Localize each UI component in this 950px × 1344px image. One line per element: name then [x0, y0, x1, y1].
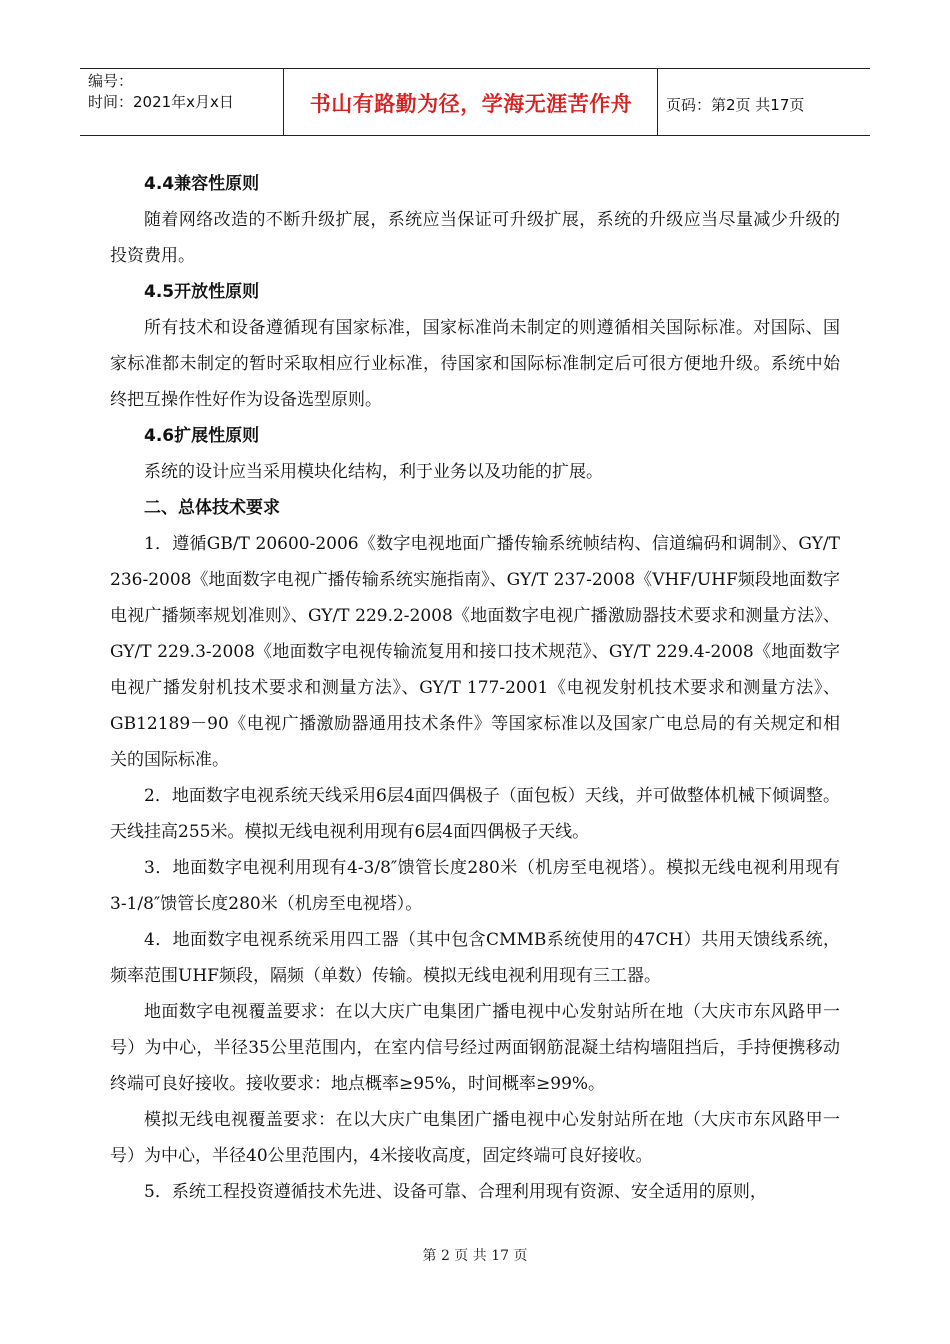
heading-4-6: 4.6扩展性原则 — [144, 426, 260, 446]
heading-section-2: 二、总体技术要求 — [144, 498, 280, 518]
heading-4-5: 4.5开放性原则 — [144, 282, 260, 302]
paragraph-4-5: 所有技术和设备遵循现有国家标准，国家标准尚未制定的则遵循相关国际标准。对国际、国家标准都未制定的暂时采取相应行业标准，待国家和国际标准制定后可很方便地升级。系统中始终把互操作性好作为设备选型原则。 — [110, 318, 840, 410]
coverage-digital: 地面数字电视覆盖要求：在以大庆广电集团广播电视中心发射站所在地（大庆市东风路甲一号）为中心，半径35公里范围内，在室内信号经过两面钢筋混凝土结构墙阻挡后，手持便携移动终端可良好接收。接收要求：地点概率≥95%，时间概率≥99%。 — [110, 1002, 840, 1094]
item-2: 2．地面数字电视系统天线采用6层4面四偶极子（面包板）天线，并可做整体机械下倾调整。天线挂高255米。模拟无线电视利用现有6层4面四偶极子天线。 — [110, 786, 840, 842]
item-5: 5．系统工程投资遵循技术先进、设备可靠、合理利用现有资源、安全适用的原则， — [144, 1182, 767, 1202]
item-3: 3．地面数字电视利用现有4-3/8″馈管长度280米（机房至电视塔）。模拟无线电视利用现有3-1/8″馈管长度280米（机房至电视塔）。 — [110, 858, 840, 914]
item-1: 1．遵循GB/T 20600-2006《数字电视地面广播传输系统帧结构、信道编码和调制》、GY/T 236-2008《地面数字电视广播传输系统实施指南》、GY/T 237-2008《VHF/UHF频段地面数字电视广播频率规划准则》、GY/T 229.2-2008《地面数字电视广播激励器技术要求和测量方法》、GY/T 229.3-2008《地面数字电视传输流复用和接口技术规范》、GY/T 229.4-2008《地面数字电视广播发射机技术要求和测量方法》、GY/T 177-2001《电视发射机技术要求和测量方法》、GB12189－90《电视广播激励器通用技术条件》等国家标准以及国家广电总局的有关规定和相关的国际标准。 — [110, 534, 840, 770]
page-header — [80, 68, 870, 136]
heading-4-4: 4.4兼容性原则 — [144, 174, 260, 194]
header-divider-left — [283, 69, 284, 135]
paragraph-4-6: 系统的设计应当采用模块化结构，利于业务以及功能的扩展。 — [144, 462, 603, 482]
item-4: 4．地面数字电视系统采用四工器（其中包含CMMB系统使用的47CH）共用天馈线系统，频率范围UHF频段，隔频（单数）传输。模拟无线电视利用现有三工器。 — [110, 930, 840, 986]
header-divider-right — [657, 69, 658, 135]
document-body — [110, 166, 840, 1210]
header-motto: 书山有路勤为径，学海无涯苦作舟 — [309, 92, 633, 116]
coverage-analog: 模拟无线电视覆盖要求：在以大庆广电集团广播电视中心发射站所在地（大庆市东风路甲一号）为中心，半径40公里范围内，4米接收高度，固定终端可良好接收。 — [110, 1110, 840, 1166]
paragraph-4-4: 随着网络改造的不断升级扩展，系统应当保证可升级扩展，系统的升级应当尽量减少升级的投资费用。 — [110, 210, 840, 266]
serial-label: 编号： — [88, 72, 134, 90]
page-footer: 第 2 页 共 17 页 — [422, 1248, 528, 1264]
time-label: 时间：2021年x月x日 — [88, 93, 234, 111]
header-page-info: 页码：第2页 共17页 — [666, 96, 805, 114]
header-left-block — [88, 71, 278, 113]
